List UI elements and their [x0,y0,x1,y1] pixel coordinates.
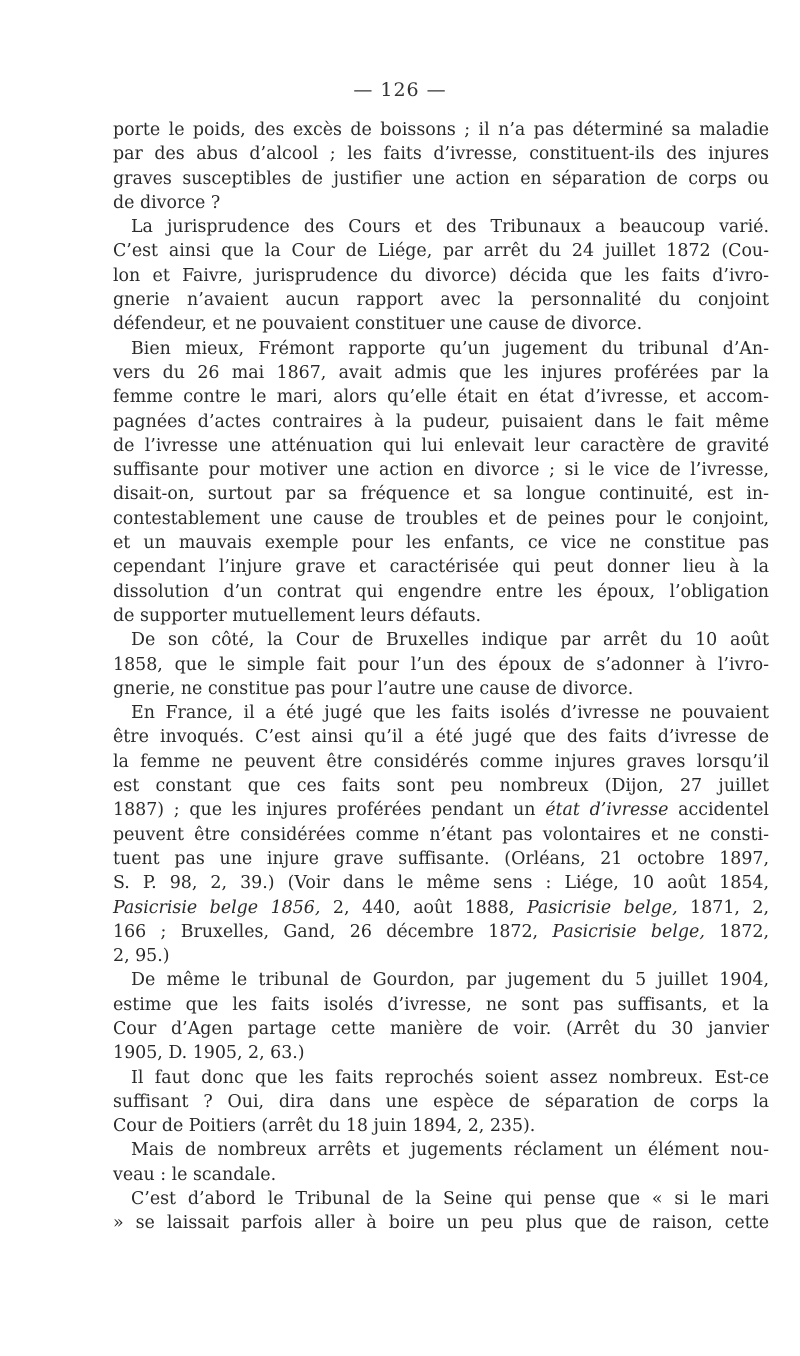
text-line: Cour d’Agen partage cette manière de voir. (Arrêt du 30 janvier [113,1018,769,1039]
text-line: Bien mieux, Frémont rapporte qu’un jugement du tribunal d’An- [131,338,769,359]
text-line: tuent pas une injure grave suffisante. (Orléans, 21 octobre 1897, [113,848,769,869]
text-line: disait-on, surtout par sa fréquence et sa longue continuité, est in- [113,484,769,505]
text-line: de divorce ? [113,192,221,213]
text-line: défendeur, et ne pouvaient constituer une cause de divorce. [113,314,643,335]
text-line: Cour de Poitiers (arrêt du 18 juin 1894, 2, 235). [113,1116,536,1137]
text-line: 2, 95.) [113,946,170,967]
text-line: S. P. 98, 2, 39.) (Voir dans le même sens : Liége, 10 août 1854, [113,873,769,894]
text-line: 1905, D. 1905, 2, 63.) [113,1043,305,1064]
text-line: » se laissait parfois aller à boire un peu plus que de raison, cette [113,1213,769,1234]
page-number-header: — 126 — [353,79,447,101]
text-line: femme contre le mari, alors qu’elle était en état d’ivresse, et accom- [113,387,769,408]
text-line: De même le tribunal de Gourdon, par jugement du 5 juillet 1904, [131,970,769,991]
italic-text: Pasicrisie belge, [552,921,705,942]
text-line: la femme ne peuvent être considérés comme injures graves lorsqu’il [113,751,769,772]
text-line: C’est d’abord le Tribunal de la Seine qui pense que « si le mari [131,1189,769,1210]
text-line: lon et Faivre, jurisprudence du divorce) décida que les faits d’ivro- [113,265,769,286]
text-line: 1858, que le simple fait pour l’un des époux de s’adonner à l’ivro- [113,654,769,675]
text-line: être invoqués. C’est ainsi qu’il a été jugé que des faits d’ivresse de [113,727,769,748]
text-line: vers du 26 mai 1867, avait admis que les injures proférées par la [113,362,769,383]
text-line: La jurisprudence des Cours et des Tribunaux a beaucoup varié. [131,217,769,238]
text-line: de supporter mutuellement leurs défauts. [113,605,482,626]
text-line: peuvent être considérées comme n’étant pas volontaires et ne consti- [113,824,769,845]
text-line: pagnées d’actes contraires à la pudeur, puisaient dans le fait même [113,411,769,432]
text-line: de l’ivresse une atténuation qui lui enlevait leur caractère de gravité [113,435,769,456]
text-line: suffisant ? Oui, dira dans une espèce de séparation de corps la [113,1091,769,1112]
text-line: C’est ainsi que la Cour de Liége, par arrêt du 24 juillet 1872 (Cou- [113,241,769,262]
text-line: Il faut donc que les faits reprochés soient assez nombreux. Est-ce [131,1067,769,1088]
italic-text: Pasicrisie belge 1856, [113,897,321,918]
text-line: dissolution d’un contrat qui engendre entre les époux, l’obligation [113,581,769,602]
italic-text: Pasicrisie belge, [527,897,678,918]
text-line: et un mauvais exemple pour les enfants, ce vice ne constitue pas [113,533,769,554]
text-line: cependant l’injure grave et caractérisée qui peut donner lieu à la [113,557,769,578]
text-line: Mais de nombreux arrêts et jugements réclament un élément nou- [131,1140,769,1161]
text-line: 1887) ; que les injures proférées pendant un état d’ivresse accidentel [113,800,769,821]
text-line: De son côté, la Cour de Bruxelles indique par arrêt du 10 août [131,630,769,651]
text-line: est constant que ces faits sont peu nombreux (Dijon, 27 juillet [113,776,769,797]
text-line: suffisante pour motiver une action en divorce ; si le vice de l’ivresse, [113,460,769,481]
italic-text: état d’ivresse [545,800,669,821]
body-text [113,118,769,1236]
text-line: veau : le scandale. [113,1164,277,1185]
text-line: gnerie n’avaient aucun rapport avec la personnalité du conjoint [113,290,769,311]
text-line: Pasicrisie belge 1856, 2, 440, août 1888, Pasicrisie belge, 1871, 2, [113,897,770,918]
text-line: contestablement une cause de troubles et de peines pour le conjoint, [113,508,769,529]
text-line: gnerie, ne constitue pas pour l’autre une cause de divorce. [113,678,634,699]
text-line: graves susceptibles de justifier une action en séparation de corps ou [113,168,769,189]
text-line: En France, il a été jugé que les faits isolés d’ivresse ne pouvaient [131,703,769,724]
text-line: par des abus d’alcool ; les faits d’ivresse, constituent-ils des injures [113,144,769,165]
text-line: 166 ; Bruxelles, Gand, 26 décembre 1872, Pasicrisie belge, 1872, [113,921,769,942]
text-line: porte le poids, des excès de boissons ; il n’a pas déterminé sa maladie [113,120,769,140]
text-line: estime que les faits isolés d’ivresse, ne sont pas suffisants, et la [113,994,769,1015]
